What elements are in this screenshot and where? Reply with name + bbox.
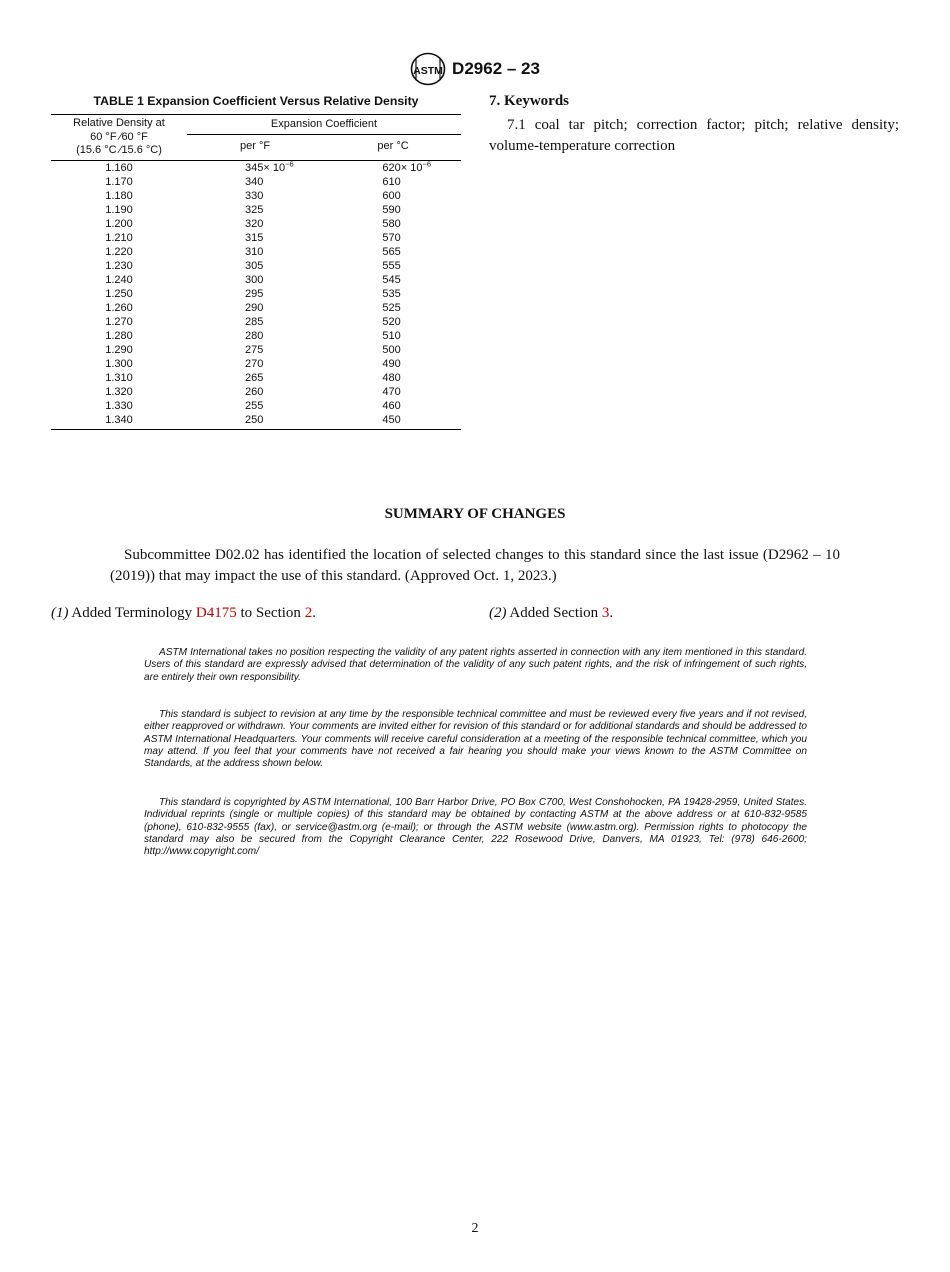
- cell-per-f: 285: [245, 315, 264, 328]
- column-header-per-c: per °C: [323, 134, 461, 160]
- cell-per-c: 590: [382, 203, 401, 216]
- cell-per-c: 570: [382, 231, 401, 244]
- change-item-1: (1) Added Terminology D4175 to Section 2.: [51, 605, 316, 621]
- column-header-per-f: per °F: [187, 134, 323, 160]
- table-row: [51, 287, 461, 301]
- cell-relative-density: 1.290: [105, 343, 133, 356]
- summary-title: SUMMARY OF CHANGES: [384, 506, 566, 522]
- link-d4175[interactable]: D4175: [195, 605, 237, 621]
- table-caption: TABLE 1 Expansion Coefficient Versus Relative Density: [93, 94, 419, 108]
- table-row: [51, 413, 461, 430]
- cell-relative-density: 1.340: [51, 413, 187, 430]
- astm-logo-icon: [410, 52, 446, 86]
- cell-relative-density: 1.200: [105, 217, 133, 230]
- cell-per-f: 255: [245, 399, 264, 412]
- expansion-coefficient-table: [51, 114, 461, 430]
- change-item-2: (2) Added Section 3.: [489, 605, 614, 621]
- table-row: [51, 160, 461, 175]
- cell-per-f: 315: [245, 231, 264, 244]
- cell-relative-density: 1.190: [105, 203, 133, 216]
- cell-per-c: 490: [382, 357, 401, 370]
- cell-per-f: 280: [245, 329, 264, 342]
- cell-per-f: 275: [245, 343, 264, 356]
- cell-per-c: 600: [382, 189, 401, 202]
- cell-per-c: 545: [382, 273, 401, 286]
- cell-relative-density: 1.220: [105, 245, 133, 258]
- column-header-expansion-coefficient: Expansion Coefficient: [187, 115, 461, 135]
- cell-relative-density: 1.160: [105, 161, 133, 174]
- cell-relative-density: 1.280: [105, 329, 133, 342]
- cell-per-f: $345\times 10^{-6}$: [245, 158, 294, 174]
- cell-per-f: 260: [245, 385, 264, 398]
- table-row: [51, 231, 461, 245]
- table-row: [51, 273, 461, 287]
- cell-per-f: 325: [245, 203, 264, 216]
- page-number: 2: [471, 1221, 479, 1236]
- cell-per-c: 580: [382, 217, 401, 230]
- cell-per-c: 450: [323, 413, 461, 430]
- patent-notice: ASTM International takes no position respecting the validity of any patent rights asserted in connection with any item mentioned in this standard. Users of this standard are expressly advised that determination of the validity of any such patent rights, and the risk of infringement of such rights, are entirely their own responsibility.: [144, 647, 807, 683]
- cell-relative-density: 1.210: [105, 231, 133, 244]
- table-body: [51, 160, 461, 429]
- table-row: [51, 175, 461, 189]
- cell-per-f: 300: [245, 273, 264, 286]
- table-row: [51, 301, 461, 315]
- cell-per-f: 330: [245, 189, 264, 202]
- cell-per-c: 480: [382, 371, 401, 384]
- cell-relative-density: 1.260: [105, 301, 133, 314]
- document-id: D2962 – 23: [452, 59, 540, 78]
- cell-relative-density: 1.230: [105, 259, 133, 272]
- table-row: [51, 371, 461, 385]
- cell-per-f: 320: [245, 217, 264, 230]
- cell-per-f: 270: [245, 357, 264, 370]
- cell-per-c: 500: [382, 343, 401, 356]
- cell-per-c: 610: [382, 175, 401, 188]
- cell-relative-density: 1.310: [105, 371, 133, 384]
- cell-per-f: 295: [245, 287, 264, 300]
- table-row: [51, 315, 461, 329]
- link-section-3[interactable]: 3: [601, 605, 610, 621]
- cell-relative-density: 1.320: [105, 385, 133, 398]
- section-heading: 7. Keywords: [489, 93, 569, 109]
- table-row: [51, 343, 461, 357]
- page-header: [0, 52, 950, 91]
- cell-per-c: 565: [382, 245, 401, 258]
- copyright-notice: This standard is copyrighted by ASTM International, 100 Barr Harbor Drive, PO Box C700, West Conshohocken, PA 19428-2959, United States. Individual reprints (single or multiple copies) of this standard may be obtained by contacting ASTM at the above address or at 610-832-9585 (phone), 610-832-9555 (fax), or service@astm.org (e-mail); or through the ASTM website (www.astm.org). Permission rights to photocopy the standard may also be secured from the Copyright Clearance Center, 222 Rosewood Drive, Danvers, MA 01923, Tel: (978) 646-2600; http://www.copyright.com/: [144, 797, 807, 858]
- cell-relative-density: 1.170: [105, 175, 133, 188]
- cell-per-f: 265: [245, 371, 264, 384]
- cell-per-f: 310: [245, 245, 264, 258]
- table-row: [51, 329, 461, 343]
- table-row: [51, 217, 461, 231]
- cell-relative-density: 1.250: [105, 287, 133, 300]
- cell-per-f: 305: [245, 259, 264, 272]
- table-row: [51, 203, 461, 217]
- cell-per-c: 520: [382, 315, 401, 328]
- cell-per-c: 460: [382, 399, 401, 412]
- keywords-text: 7.1 coal tar pitch; correction factor; pitch; relative density; volume-temperature correction: [489, 117, 899, 154]
- cell-per-f: 290: [245, 301, 264, 314]
- cell-relative-density: 1.180: [105, 189, 133, 202]
- keywords-section: [489, 93, 899, 157]
- table-row: [51, 245, 461, 259]
- cell-per-c: 525: [382, 301, 401, 314]
- svg-text:ASTM: ASTM: [413, 65, 443, 77]
- cell-per-c: 470: [382, 385, 401, 398]
- table-1: [51, 94, 461, 430]
- cell-relative-density: 1.270: [105, 315, 133, 328]
- summary-text: Subcommittee D02.02 has identified the location of selected changes to this standard since the last issue (D2962 – 10 (2019)) that may impact the use of this standard. (Approved Oct. 1, 2023.): [110, 547, 840, 584]
- revision-notice: This standard is subject to revision at any time by the responsible technical committee and must be reviewed every five years and if not revised, either reapproved or withdrawn. Your comments are invited either for revision of this standard or for additional standards and should be addressed to ASTM International Headquarters. Your comments will receive careful consideration at a meeting of the responsible technical committee, which you may attend. If you feel that your comments have not received a fair hearing you should make your views known to the ASTM Committee on Standards, at the address shown below.: [144, 709, 808, 770]
- cell-per-f: 250: [187, 413, 323, 430]
- cell-relative-density: 1.240: [105, 273, 133, 286]
- cell-per-c: 555: [382, 259, 401, 272]
- table-row: [51, 399, 461, 413]
- table-row: [51, 189, 461, 203]
- cell-per-c: 535: [382, 287, 401, 300]
- link-section-2[interactable]: 2: [304, 605, 313, 621]
- cell-relative-density: 1.330: [105, 399, 133, 412]
- cell-per-c: 510: [382, 329, 401, 342]
- table-row: [51, 385, 461, 399]
- column-header-relative-density: Relative Density at 60 °F ⁄60 °F (15.6 °C ⁄15.6 °C): [51, 115, 187, 161]
- cell-relative-density: 1.300: [105, 357, 133, 370]
- cell-per-f: 340: [245, 175, 264, 188]
- table-row: [51, 357, 461, 371]
- table-row: [51, 259, 461, 273]
- cell-per-c: $620\times 10^{-6}$: [382, 158, 431, 174]
